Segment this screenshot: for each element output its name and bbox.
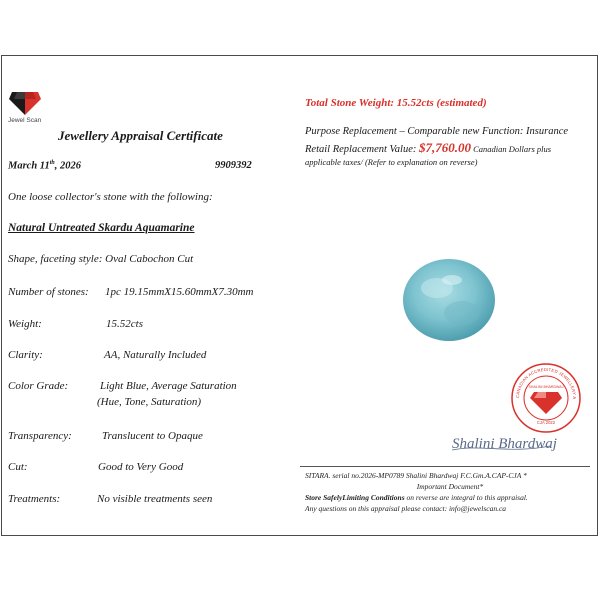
retail-value: Retail Replacement Value: $7,760.00 Canadian Dollars plus applicable taxes/ (Refer to explanation on reverse) — [305, 140, 552, 167]
aquamarine-photo — [402, 258, 496, 347]
purpose-text: Purpose Replacement – Comparable new Function: Insurance — [305, 126, 569, 137]
logo-text: Jewel Scan — [8, 117, 42, 124]
svg-text:SHALINI BHARDWAJ: SHALINI BHARDWAJ — [528, 385, 564, 389]
jewel-scan-logo — [8, 90, 48, 124]
retail-amount: $7,760.00 — [419, 140, 471, 155]
svg-text:CJA 2022: CJA 2022 — [536, 420, 556, 425]
footer-conditions: Store SafelyLimiting Conditions on reverse are integral to this appraisal. — [305, 493, 528, 502]
field-weight: Weight: 15.52cts — [8, 318, 143, 330]
certificate-title: Jewellery Appraisal Certificate — [58, 128, 223, 143]
stone-name: Natural Untreated Skardu Aquamarine — [8, 222, 195, 234]
footer-contact: Any questions on this appraisal please contact: info@jewelscan.ca — [305, 504, 507, 513]
field-cut: Cut: Good to Very Good — [8, 461, 184, 473]
certificate-footer — [305, 470, 595, 514]
total-stone-weight: Total Stone Weight: 15.52cts (estimated) — [305, 97, 487, 109]
footer-serial: SITARA. serial no.2026-MP0789 Shalini Bhardwaj F.C.Gm.A.CAP-CJA * — [305, 471, 527, 480]
shape-field: Shape, faceting style: Oval Cabochon Cut — [8, 253, 194, 265]
svg-text:CANADIAN ACCREDITED JEWELLERY: CANADIAN ACCREDITED JEWELLERY A — [514, 366, 578, 400]
field-number-of-stones: Number of stones: 1pc 19.15mmX15.60mmX7.30mm — [8, 286, 254, 298]
appraisal-date: March 11th, 2026 — [8, 160, 81, 172]
signature-line — [300, 466, 590, 467]
field-clarity: Clarity: AA, Naturally Included — [8, 349, 207, 361]
svg-text:Shalini Bhardwaj: Shalini Bhardwaj — [452, 436, 557, 452]
accreditation-seal — [510, 362, 582, 439]
intro-text: One loose collector's stone with the following: — [8, 191, 213, 203]
field-transparency: Transparency: Translucent to Opaque — [8, 430, 203, 442]
field-treatments: Treatments: No visible treatments seen — [8, 493, 213, 505]
footer-important: Important Document* — [416, 482, 484, 491]
field-color-grade: Color Grade: Light Blue, Average Saturation (Hue, Tone, Saturation) — [8, 380, 237, 408]
appraiser-signature — [450, 430, 560, 461]
diamond-logo-icon — [8, 90, 42, 116]
certificate-number: 9909392 — [215, 160, 252, 171]
